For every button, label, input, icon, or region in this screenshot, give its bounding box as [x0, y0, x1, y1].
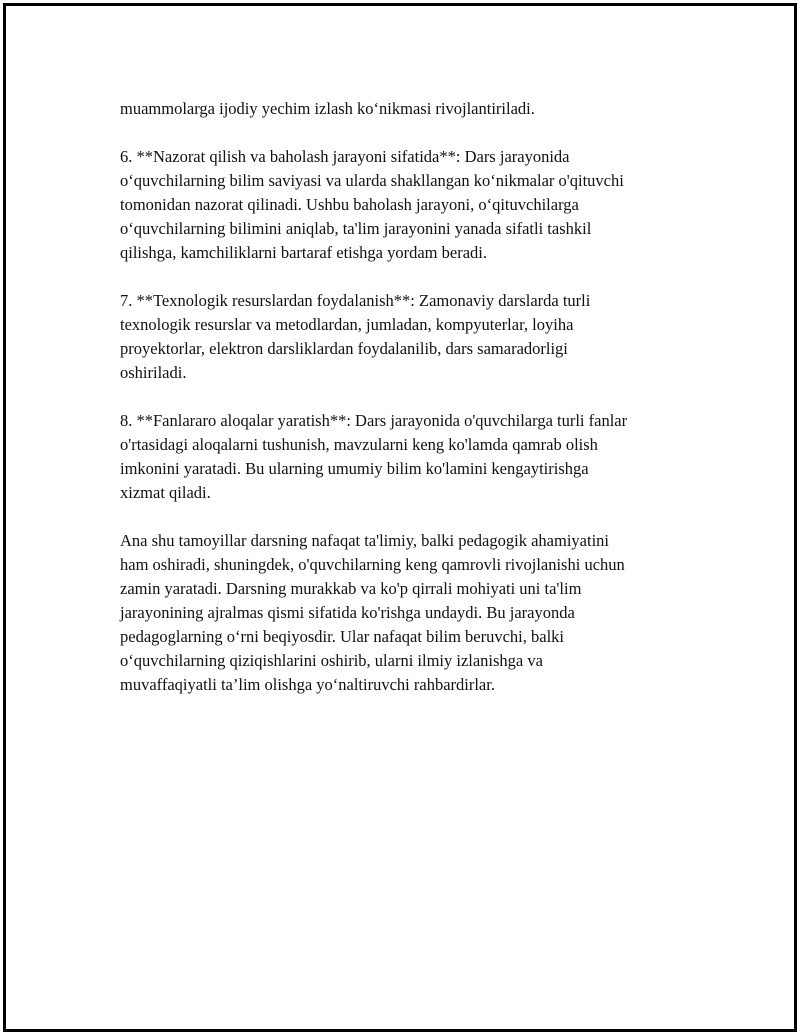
text-line: jarayonining ajralmas qismi sifatida ko'rishga undaydi. Bu jarayonda	[120, 603, 575, 622]
text-line: 6. **Nazorat qilish va baholash jarayoni sifatida**: Dars jarayonida	[120, 147, 570, 166]
paragraph-item-6	[120, 145, 700, 265]
text-line: o‘quvchilarning bilimini aniqlab, ta'lim jarayonini yanada sifatli tashkil	[120, 219, 592, 238]
text-line: oshiriladi.	[120, 363, 187, 382]
text-line: o‘quvchilarning qiziqishlarini oshirib, ularni ilmiy izlanishga va	[120, 651, 543, 670]
text-line: 7. **Texnologik resurslardan foydalanish**: Zamonaviy darslarda turli	[120, 291, 591, 310]
text-line: Ana shu tamoyillar darsning nafaqat ta'limiy, balki pedagogik ahamiyatini	[120, 531, 609, 550]
text-line: muvaffaqiyatli ta’lim olishga yo‘naltiruvchi rahbardirlar.	[120, 675, 495, 694]
paragraph-intro-continuation	[120, 97, 700, 121]
text-line: zamin yaratadi. Darsning murakkab va ko'p qirrali mohiyati uni ta'lim	[120, 579, 582, 598]
text-line: proyektorlar, elektron darsliklardan foydalanilib, dars samaradorligi	[120, 339, 568, 358]
text-line: qilishga, kamchiliklarni bartaraf etishga yordam beradi.	[120, 243, 487, 262]
paragraph-item-8	[120, 409, 700, 505]
text-line: imkonini yaratadi. Bu ularning umumiy bilim ko'lamini kengaytirishga	[120, 459, 589, 478]
paragraph-item-7	[120, 289, 700, 385]
paragraph-conclusion	[120, 529, 700, 697]
text-line: muammolarga ijodiy yechim izlash ko‘nikmasi rivojlantiriladi.	[120, 99, 535, 118]
text-line: o'rtasidagi aloqalarni tushunish, mavzularni keng ko'lamda qamrab olish	[120, 435, 598, 454]
page-frame	[3, 3, 797, 1032]
text-line: pedagoglarning o‘rni beqiyosdir. Ular nafaqat bilim beruvchi, balki	[120, 627, 565, 646]
text-line: xizmat qiladi.	[120, 483, 211, 502]
document-body	[120, 97, 700, 721]
text-line: 8. **Fanlararo aloqalar yaratish**: Dars jarayonida o'quvchilarga turli fanlar	[120, 411, 628, 430]
text-line: ham oshiradi, shuningdek, o'quvchilarning keng qamrovli rivojlanishi uchun	[120, 555, 625, 574]
text-line: tomonidan nazorat qilinadi. Ushbu baholash jarayoni, o‘qituvchilarga	[120, 195, 579, 214]
text-line: o‘quvchilarning bilim saviyasi va ularda shakllangan ko‘nikmalar o'qituvchi	[120, 171, 624, 190]
text-line: texnologik resurslar va metodlardan, jumladan, kompyuterlar, loyiha	[120, 315, 574, 334]
